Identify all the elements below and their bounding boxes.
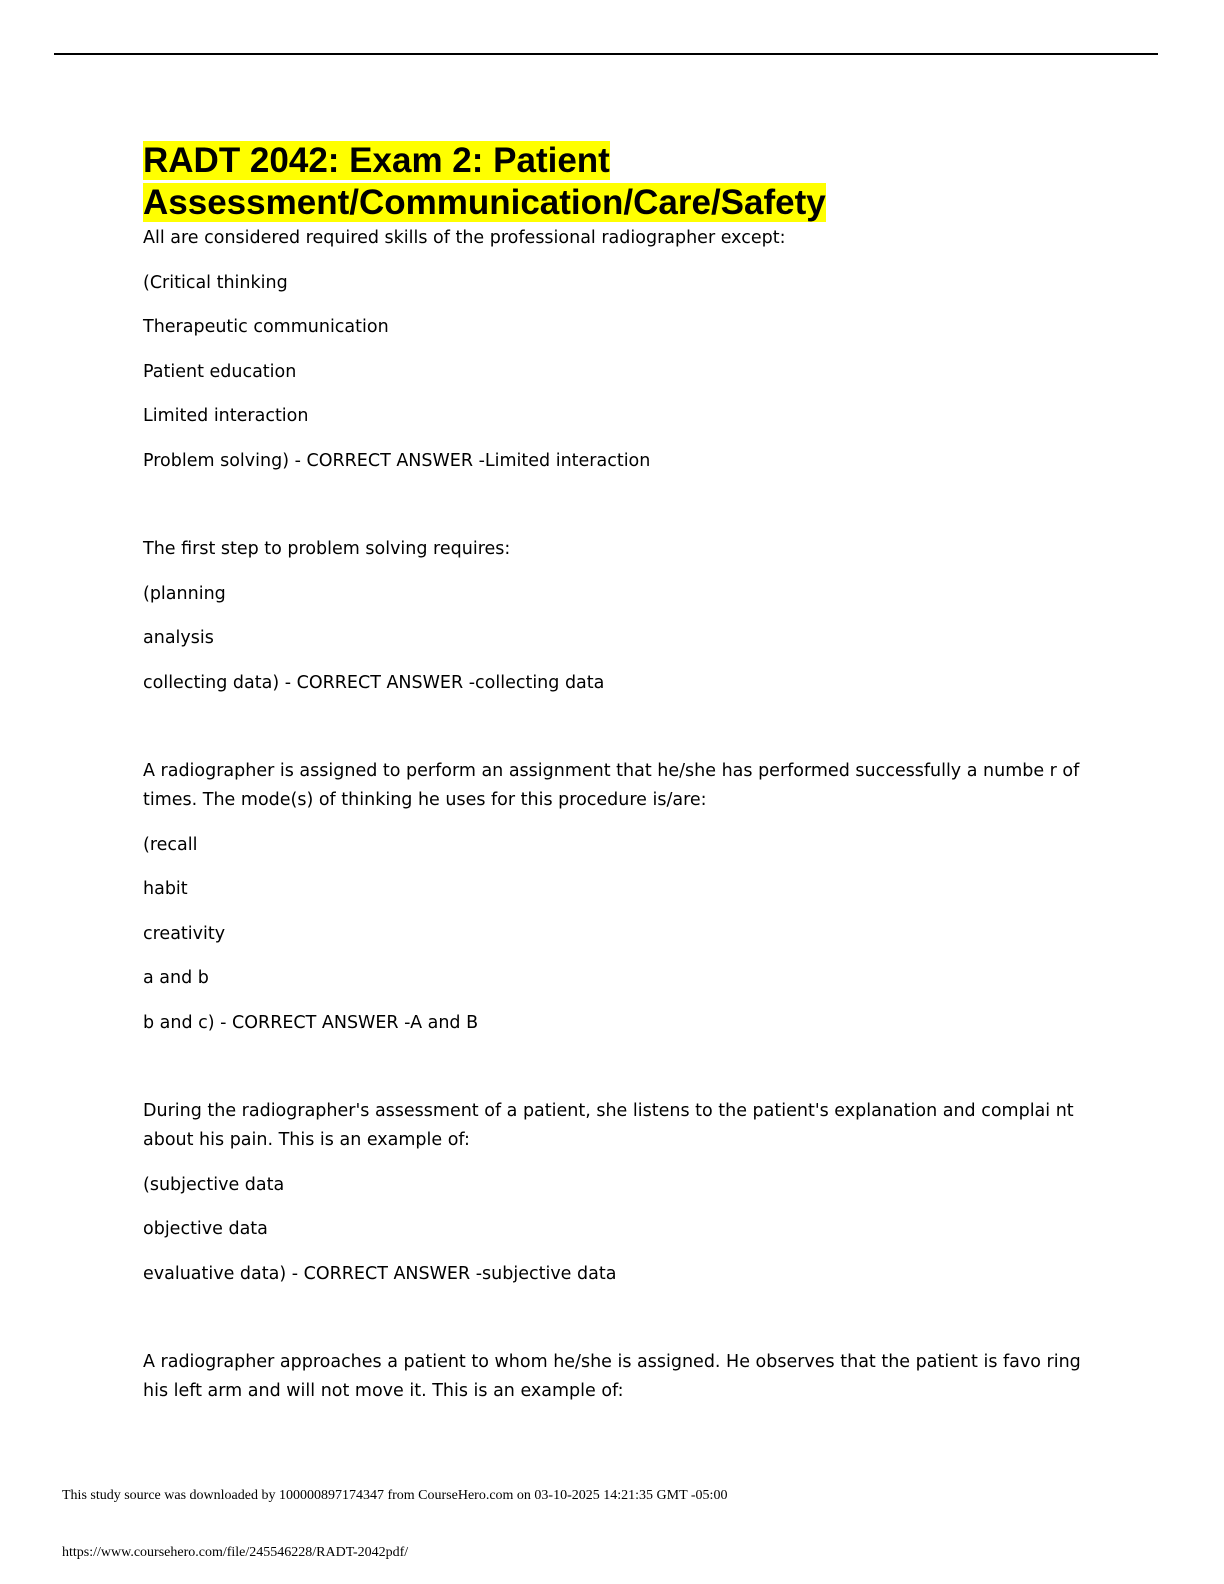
question-1-answer: Problem solving) - CORRECT ANSWER -Limited interaction bbox=[143, 450, 651, 471]
question-2-prompt: The first step to problem solving requires: bbox=[143, 539, 511, 559]
question-2-answer: collecting data) - CORRECT ANSWER -collecting data bbox=[143, 672, 605, 693]
top-rule bbox=[54, 53, 1158, 55]
document-body bbox=[143, 140, 1083, 1422]
spacer bbox=[143, 491, 1083, 535]
title-line-1: RADT 2042: Exam 2: Patient bbox=[143, 141, 610, 180]
question-2-option: (planning bbox=[143, 583, 226, 604]
question-3-option: habit bbox=[143, 879, 188, 899]
spacer bbox=[143, 1053, 1083, 1097]
question-5 bbox=[143, 1348, 1083, 1406]
question-3-answer: b and c) - CORRECT ANSWER -A and B bbox=[143, 1012, 479, 1033]
question-1-option: Therapeutic communication bbox=[143, 317, 389, 337]
question-3-option: a and b bbox=[143, 968, 209, 988]
question-1-option: Limited interaction bbox=[143, 406, 309, 426]
download-source-notice: This study source was downloaded by 100000897174347 from CourseHero.com on 03-10-2025 14:21:35 GMT -05:00 bbox=[62, 1488, 728, 1503]
question-3-option: creativity bbox=[143, 923, 226, 944]
question-3-prompt: A radiographer is assigned to perform an assignment that he/she has performed successfully a numbe r of times. The mode(s) of thinking he uses for this procedure is/are: bbox=[143, 761, 1080, 810]
question-4-option: objective data bbox=[143, 1219, 268, 1239]
title-line-2: Assessment/Communication/Care/Safety bbox=[143, 183, 826, 222]
question-3 bbox=[143, 757, 1083, 1038]
question-5-prompt: A radiographer approaches a patient to whom he/she is assigned. He observes that the patient is favo ring his left arm and will not move it. This is an example of: bbox=[143, 1352, 1081, 1401]
question-1-option: Patient education bbox=[143, 361, 297, 382]
question-4-answer: evaluative data) - CORRECT ANSWER -subjective data bbox=[143, 1263, 617, 1284]
question-4 bbox=[143, 1097, 1083, 1289]
source-url: https://www.coursehero.com/file/245546228/RADT-2042pdf/ bbox=[62, 1545, 409, 1560]
spacer bbox=[143, 1304, 1083, 1348]
question-1-option: (Critical thinking bbox=[143, 272, 288, 293]
question-1 bbox=[143, 224, 1083, 476]
question-4-prompt: During the radiographer's assessment of a patient, she listens to the patient's explanation and complai nt about his pain. This is an example of: bbox=[143, 1101, 1074, 1150]
question-2 bbox=[143, 535, 1083, 698]
question-2-option: analysis bbox=[143, 628, 214, 648]
spacer bbox=[143, 713, 1083, 757]
question-4-option: (subjective data bbox=[143, 1174, 285, 1195]
document-title bbox=[143, 140, 1083, 224]
question-1-prompt: All are considered required skills of the professional radiographer except: bbox=[143, 228, 786, 248]
question-3-option: (recall bbox=[143, 834, 198, 855]
